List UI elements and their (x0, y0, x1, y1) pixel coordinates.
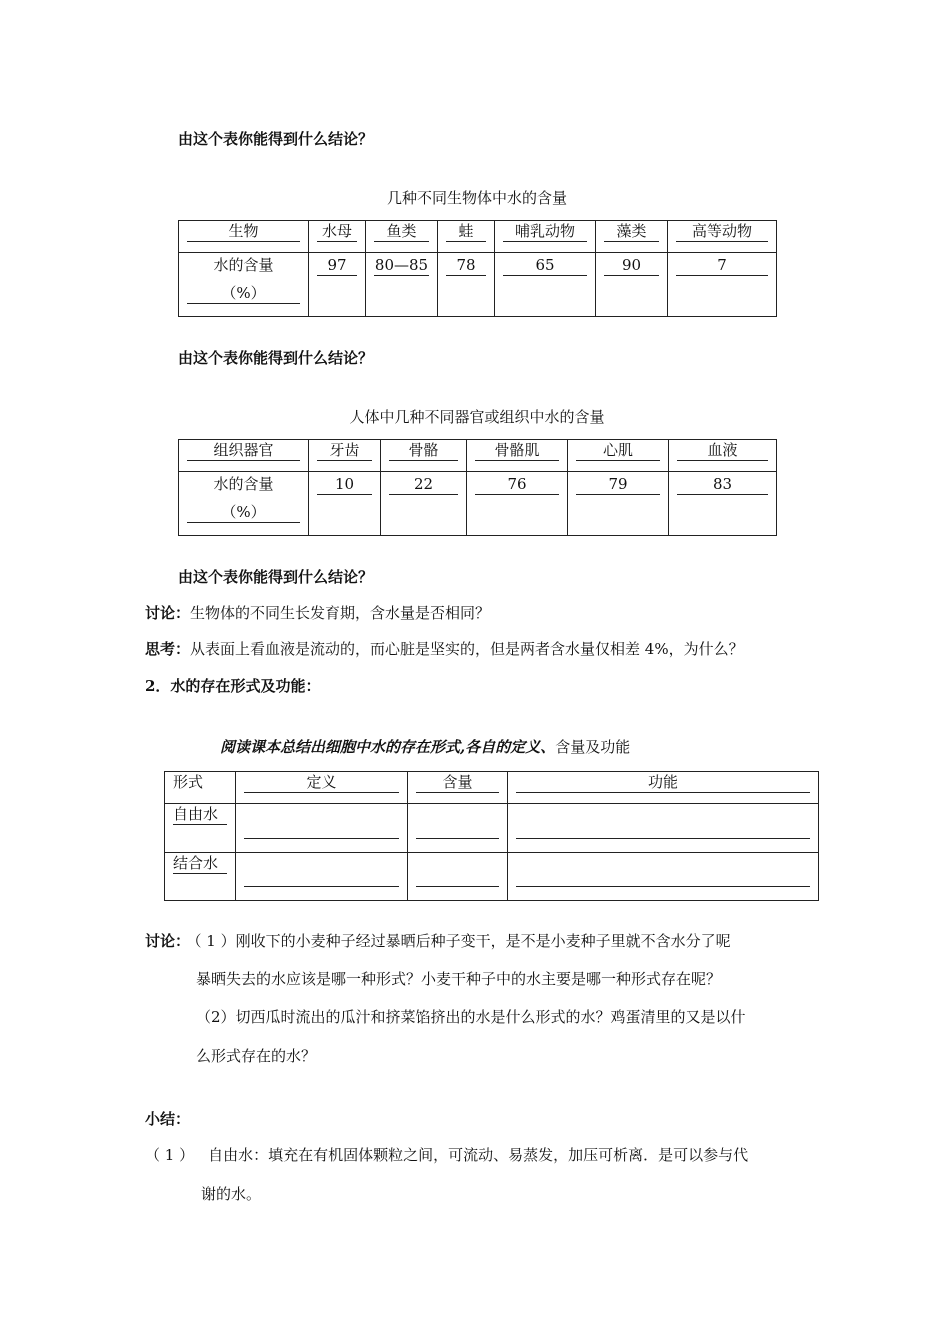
question-conclusion-3: 由这个表你能得到什么结论？ (178, 568, 374, 586)
table3-blank (236, 804, 408, 853)
table2-value: 76 (467, 472, 568, 536)
discussion-line: 暴晒失去的水应该是哪一种形式？小麦干种子中的水主要是哪一种形式存在呢？ (196, 970, 722, 988)
table3-header-cell: 形式 (165, 772, 236, 804)
question-conclusion-2: 由这个表你能得到什么结论？ (178, 349, 374, 367)
table3-row-label: 自由水 (165, 804, 236, 853)
table3-blank (408, 804, 508, 853)
table1-header-cell: 高等动物 (668, 221, 777, 253)
table1-header-cell: 水母 (309, 221, 366, 253)
table1-value: 78 (438, 253, 495, 317)
table3-caption: 阅读课本总结出细胞中水的存在形式,各自的定义、含量及功能 (220, 738, 631, 756)
discussion-text: 生物体的不同生长发育期，含水量是否相同？ (190, 604, 491, 622)
table-tissue-water (178, 439, 777, 536)
discussion-label: 讨论： (145, 932, 191, 950)
summary-item-text: 自由水：填充在有机固体颗粒之间，可流动、易蒸发，加压可析离．是可以参与代 (208, 1146, 749, 1164)
table2-value: 22 (381, 472, 467, 536)
table1-header-cell: 蛙 (438, 221, 495, 253)
table1-value: 65 (495, 253, 596, 317)
table1-value: 90 (596, 253, 668, 317)
discussion-line: （ 1 ）刚收下的小麦种子经过暴晒后种子变干，是不是小麦种子里就不含水分了呢 (194, 932, 731, 950)
table1-value: 97 (309, 253, 366, 317)
discussion-line: 么形式存在的水？ (196, 1047, 317, 1065)
table1-caption: 几种不同生物体中水的含量 (386, 189, 567, 207)
table2-row-label: 水的含量 （%） (179, 472, 309, 536)
summary-label: 小结： (145, 1110, 191, 1128)
discussion-wheat (145, 930, 731, 951)
section-heading-water-forms: 2．水的存在形式及功能： (145, 677, 321, 695)
table2-header-cell: 骨骼肌 (467, 440, 568, 472)
table2-value: 83 (669, 472, 777, 536)
table3-blank (408, 853, 508, 901)
table1-header-cell: 藻类 (596, 221, 668, 253)
table1-row-label: 水的含量 （%） (179, 253, 309, 317)
summary-item-1 (145, 1144, 748, 1165)
table2-header-cell: 血液 (669, 440, 777, 472)
think-label: 思考： (145, 640, 191, 658)
discussion-growth (145, 602, 490, 623)
table2-header-cell: 心肌 (568, 440, 669, 472)
table2-caption: 人体中几种不同器官或组织中水的含量 (349, 408, 605, 426)
table1-value: 7 (668, 253, 777, 317)
table3-header-cell: 功能 (508, 772, 819, 804)
table3-blank (508, 804, 819, 853)
table2-value: 10 (309, 472, 381, 536)
table3-header-cell: 含量 (408, 772, 508, 804)
summary-item-text: 谢的水。 (201, 1185, 262, 1203)
table3-row-label: 结合水 (165, 853, 236, 901)
discussion-label: 讨论： (145, 604, 191, 622)
table2-header-cell: 组织器官 (179, 440, 309, 472)
summary-item-number: （ 1 ） (145, 1146, 195, 1164)
table1-header-cell: 生物 (179, 221, 309, 253)
table3-blank (236, 853, 408, 901)
table-water-forms (164, 771, 819, 901)
table2-header-cell: 牙齿 (309, 440, 381, 472)
table1-header-cell: 哺乳动物 (495, 221, 596, 253)
think-text: 从表面上看血液是流动的，而心脏是坚实的，但是两者含水量仅相差 4%，为什么？ (190, 640, 744, 658)
table3-header-cell: 定义 (236, 772, 408, 804)
discussion-line: （2）切西瓜时流出的瓜汁和挤菜馅挤出的水是什么形式的水？鸡蛋清里的又是以什 (196, 1008, 746, 1026)
table-organism-water (178, 220, 777, 317)
table3-blank (508, 853, 819, 901)
table1-value: 80—85 (366, 253, 438, 317)
question-conclusion-1: 由这个表你能得到什么结论？ (178, 130, 374, 148)
table2-value: 79 (568, 472, 669, 536)
table1-header-cell: 鱼类 (366, 221, 438, 253)
table2-header-cell: 骨骼 (381, 440, 467, 472)
think-blood-heart (145, 638, 744, 659)
